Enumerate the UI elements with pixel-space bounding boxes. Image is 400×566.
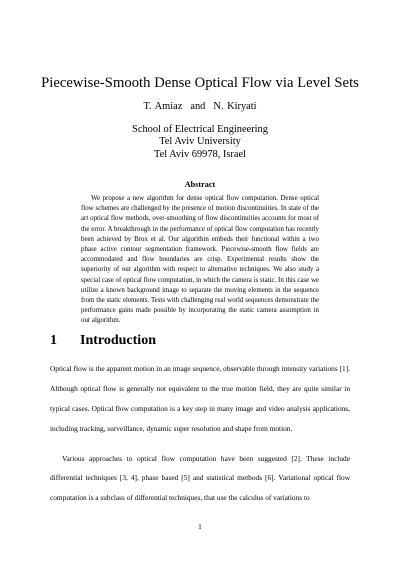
abstract-text: We propose a new algorithm for dense optical flow computation. Dense optical flow schemes are challenged by the presence of motion discontinuities. In state of the art optical flow methods, over-smoothing of flow discontinuities accounts for most of the error. A breakthrough in the performance of optical flow computation has recently been achieved by Brox et al. Our algorithm embeds their functional within a two phase active contour segmentation framework. Piecewise-smooth flow fields are accommodated and flow boundaries are crisp. Experimental results show the superiority of our algorithm with respect to alternative techniques. We also study a special case of optical flow computation, in which the camera is static. In this case we utilize a known background image to separate the moving elements in the sequence from the static elements. Tests with challenging real world sequences demonstrate the performance gains made possible by incorporating the static camera assumption in our algorithm. <box>81 195 319 325</box>
body-paragraph: Various approaches to optical flow computation have been suggested [2]. These include differential techniques [3, 4], phase based [5] and statistical methods [6]. Variational optical flow computation is a subclass of differential techniques, that use the calculus of variations to <box>50 453 350 503</box>
section-title: Introduction <box>80 333 156 348</box>
affiliation-line: School of Electrical Engineering <box>132 124 268 135</box>
paper-title: Piecewise-Smooth Dense Optical Flow via Level Sets <box>41 75 359 91</box>
affiliation-line: Tel Aviv 69978, Israel <box>154 148 246 160</box>
affiliation <box>0 124 400 161</box>
body-text <box>50 359 350 508</box>
body-paragraph: Optical flow is the apparent motion in an image sequence, observable through intensity variations [1]. Although optical flow is generally not equivalent to the true motion field, they are quite similar in typical cases. Optical flow computation is a key step in many image and video analysis applications, including tracking, surveillance, dynamic super resolution and shape from motion. <box>50 364 350 433</box>
page-number: 1 <box>198 522 202 531</box>
abstract-heading: Abstract <box>184 180 216 189</box>
section-number: 1 <box>50 333 57 348</box>
affiliation-line: Tel Aviv University <box>159 136 241 148</box>
author-separator: and <box>190 101 206 112</box>
author-list <box>0 101 400 112</box>
author-name: T. Amiaz <box>143 101 183 112</box>
author-name: N. Kiryati <box>213 101 257 112</box>
section-heading <box>50 333 156 349</box>
